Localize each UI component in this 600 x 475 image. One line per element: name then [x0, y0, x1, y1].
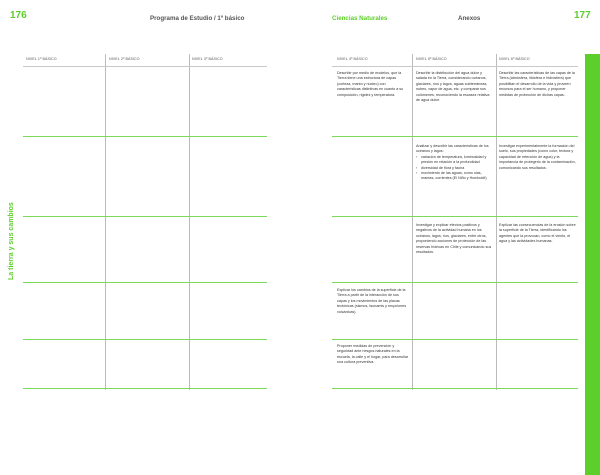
learning-objective-text: Analizar y describir las características de los océanos y lagos: — [416, 144, 489, 154]
learning-objective-text: Proponer medidas de prevención y seguridad ante riesgos naturales en la escuela, la calle y el hogar, para desarrollar una cultura preventiva. — [337, 344, 409, 365]
page-header-section: Anexos — [458, 15, 481, 22]
table-cell — [416, 144, 492, 182]
row-divider — [332, 388, 578, 389]
table-cell — [416, 71, 492, 103]
table-header-rule — [332, 66, 578, 67]
table-cell — [499, 144, 576, 171]
table-cell — [499, 223, 576, 245]
table-cell — [337, 71, 406, 98]
learning-objective-text: Investigar y explicar efectos positivos y negativos de la actividad humana en los océanos, lagos, ríos, glaciares, entre otros, proponiendo acciones de protección de las reservas hídricas en Chile y comunicando sus resultados. — [416, 223, 492, 255]
learning-objective-text: Explicar los cambios de la superficie de la Tierra a partir de la interacción de sus capas y los movimientos de las placas tectónicas (sismos, tsunamis y erupciones volcánicas). — [337, 288, 407, 314]
row-divider — [23, 388, 267, 389]
table-cell — [499, 71, 576, 98]
list-item: › diversidad de flora y fauna — [416, 166, 492, 171]
section-color-tab — [585, 54, 600, 475]
column-header-level-2: NIVEL 2º BÁSICO — [109, 57, 140, 61]
learning-objective-text: Explicar las consecuencias de la erosión sobre la superficie de la Tierra, identificando los agentes que la provocan, como el viento, el agua y las actividades humanas. — [499, 223, 576, 244]
learning-objective-text: Describir la distribución del agua dulce y salada en la Tierra, considerando océanos, glaciares, ríos y lagos, aguas subterráneas, nubes, vapor de agua, etc. y comparar sus volúmenes, reconociendo la escasez relativa de agua dulce. — [416, 71, 490, 103]
right-page — [300, 0, 600, 475]
page-number-right: 177 — [574, 10, 591, 21]
row-divider — [332, 339, 578, 340]
list-item: › movimiento de las aguas, como olas, mareas, corrientes (El Niño y Humboldt) — [416, 171, 492, 182]
list-item: › variación de temperatura, luminosidad y presión en relación a la profundidad — [416, 155, 492, 166]
column-header-level-4: NIVEL 4º BÁSICO — [337, 57, 368, 61]
table-header-rule — [23, 66, 267, 67]
table-cell — [416, 223, 492, 255]
column-header-level-5: NIVEL 5º BÁSICO — [416, 57, 447, 61]
column-header-level-1: NIVEL 1º BÁSICO — [26, 57, 57, 61]
column-header-level-3: NIVEL 3º BÁSICO — [192, 57, 223, 61]
row-divider — [23, 216, 267, 217]
row-divider — [23, 339, 267, 340]
learning-objective-text: Describir las características de las capas de la Tierra (atmósfera, litósfera e hidrósfera) que posibilitan el desarrollo de la vida y proveen recursos para el ser humano, y proponer medidas de protección de dichas capas. — [499, 71, 575, 97]
row-divider — [332, 216, 578, 217]
page-header-subject: Ciencias Naturales — [332, 15, 388, 22]
column-header-level-6: NIVEL 6º BÁSICO — [499, 57, 530, 61]
learning-objective-text: Investigar experimentalmente la formación del suelo, sus propiedades (como color, textura y capacidad de retención de agua) y la importancia de protegerlo de la contaminación, comunicando sus resultados. — [499, 144, 576, 170]
page-number-left: 176 — [10, 10, 27, 21]
bullet-list — [416, 155, 492, 182]
row-divider — [332, 282, 578, 283]
page-header-program: Programa de Estudio / 1º básico — [150, 15, 245, 22]
table-cell — [337, 288, 409, 315]
row-divider — [23, 136, 267, 137]
table-cell — [337, 344, 409, 366]
row-divider — [23, 282, 267, 283]
row-divider — [332, 136, 578, 137]
section-side-label: La tierra y sus cambios — [8, 202, 15, 280]
learning-objective-text: Describir por medio de modelos, que la Tierra tiene una estructura de capas (corteza, manto y núcleo) con características distintivas en cuanto a su composición, rigidez y temperatura. — [337, 71, 404, 97]
